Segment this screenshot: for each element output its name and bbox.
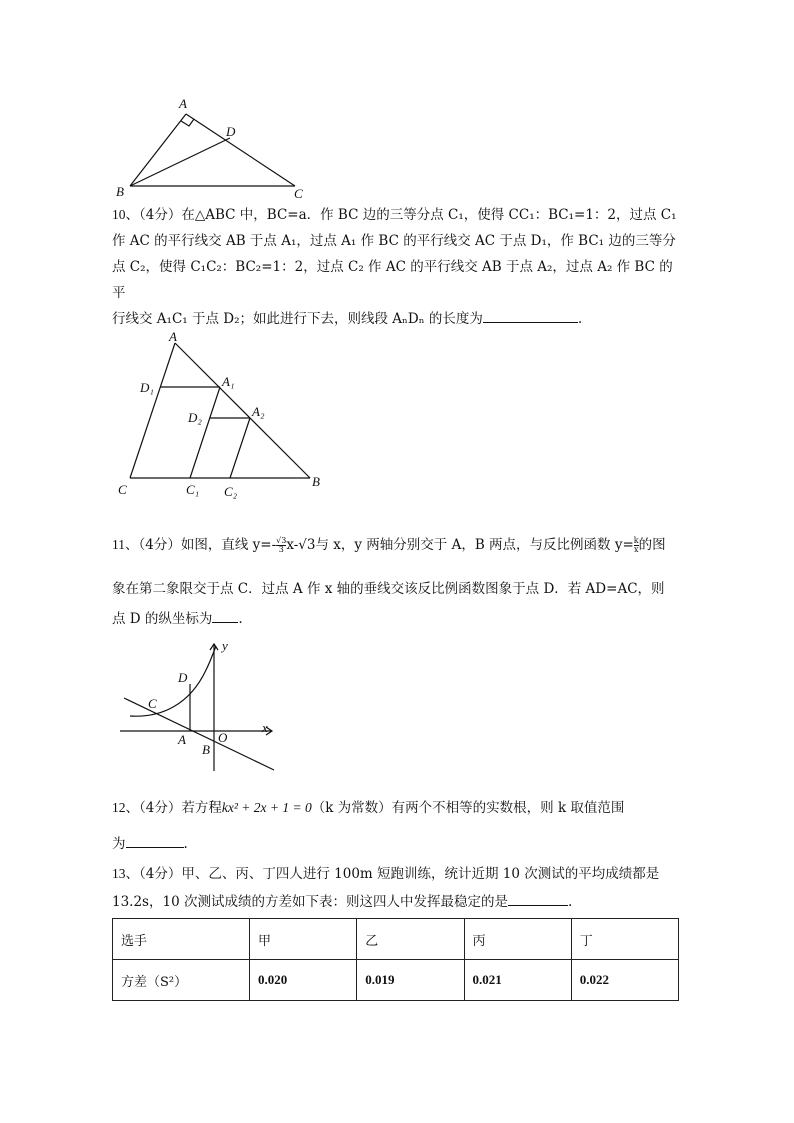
table-header-row [113, 919, 679, 960]
q10-line4 [112, 306, 682, 332]
table-cell: 0.022 [571, 960, 678, 1001]
frac2-numerator: k [633, 536, 639, 545]
q10-text-4: 行线交 A₁C₁ 于点 D₂；如此进行下去，则线段 AₙDₙ 的长度为 [112, 311, 483, 327]
frac2-denominator: x [633, 545, 639, 554]
q12-line2 [112, 826, 682, 862]
q11-line2: 象在第二象限交于点 C．过点 A 作 x 轴的垂线交该反比例函数图象于点 D．若 AD=AC，则 [112, 581, 665, 597]
triangle-abc-figure [110, 94, 320, 200]
segment-a2c2 [230, 418, 250, 478]
q10-number: 10、 [112, 207, 139, 222]
question-11 [112, 530, 682, 634]
frac1-denominator: 3 [276, 545, 286, 554]
parallel-lines-figure [112, 330, 328, 500]
table-cell: 丁 [571, 919, 678, 960]
q12-equation: kx² + 2x + 1 = 0 [221, 800, 312, 815]
label-c2: C₂ [224, 484, 238, 499]
q12-text-b: （k 为常数）有两个不相等的实数根，则 k 取值范围 [311, 800, 625, 816]
side-ac [186, 114, 295, 186]
label-d: D [226, 124, 236, 139]
label-a: A [179, 96, 187, 111]
label-c: C [148, 696, 157, 711]
q11-text-a: 如图，直线 y=- [180, 537, 277, 553]
question-10 [112, 202, 682, 332]
question-13 [112, 860, 682, 916]
frac1-numerator: √3 [276, 536, 287, 545]
table-cell: 甲 [250, 919, 357, 960]
label-b: B [202, 742, 210, 757]
label-b: B [312, 474, 320, 489]
q11-line3 [112, 604, 682, 634]
inverse-curve [130, 646, 216, 716]
label-c1: C₁ [186, 482, 200, 497]
q11-number: 11、 [112, 537, 139, 552]
q12-text-2: 为 [112, 836, 126, 852]
label-c: C [118, 482, 127, 497]
table-row [113, 960, 679, 1001]
q10-line1 [112, 202, 682, 228]
q11-period: . [238, 611, 243, 627]
table-cell: 选手 [113, 919, 250, 960]
q12-period: . [183, 836, 188, 852]
label-a: A [169, 330, 177, 344]
table-cell: 0.020 [250, 960, 357, 1001]
q10-text-1: 在△ABC 中，BC=a．作 BC 边的三等分点 C₁，使得 CC₁：BC₁=1：2，过点 C₁ [181, 207, 677, 223]
label-o: O [218, 730, 228, 745]
q13-line1 [112, 860, 682, 888]
q10-line2: 作 AC 的平行线交 AB 于点 A₁，过点 A₁ 作 BC 的平行线交 AC 于点 D₁，作 BC₁ 边的三等分 [112, 233, 676, 249]
q10-score: （4分） [139, 207, 182, 223]
q11-text-3: 点 D 的纵坐标为 [112, 611, 213, 627]
q13-answer-blank[interactable] [508, 889, 568, 906]
q11-text-b: x-√3与 x，y 两轴分别交于 A，B 两点，与反比例函数 y= [286, 537, 634, 553]
q10-line3: 点 C₂，使得 C₁C₂：BC₂=1：2，过点 C₂ 作 AC 的平行线交 AB 于点 A₂，过点 A₂ 作 BC 的平 [112, 259, 673, 301]
q12-text-a: 若方程 [181, 800, 222, 816]
label-c: C [294, 186, 303, 200]
side-ab [130, 114, 186, 186]
label-y: y [222, 638, 228, 653]
segment-a1c1 [190, 387, 220, 478]
q12-number: 12、 [112, 800, 139, 815]
q11-fraction-sqrt3-over-3 [276, 537, 286, 554]
table-cell: 方差（S²） [113, 960, 250, 1001]
q12-line1 [112, 790, 682, 826]
table-cell: 0.021 [464, 960, 571, 1001]
right-angle-mark [181, 119, 194, 126]
label-a2: A₂ [252, 404, 265, 419]
variance-table [112, 918, 679, 1001]
q13-number: 13、 [112, 866, 139, 881]
label-d2: D₂ [188, 410, 202, 425]
q11-text-c: 的图 [638, 537, 666, 553]
q10-period: . [577, 311, 583, 327]
segment-bd [130, 138, 230, 186]
label-a1: A₁ [222, 374, 235, 389]
q11-line1 [112, 530, 682, 560]
line-ab [124, 698, 274, 770]
label-x: x [262, 720, 268, 735]
question-12 [112, 790, 682, 862]
table-cell: 0.019 [357, 960, 464, 1001]
q13-period: . [567, 894, 573, 910]
q13-text-2: 13.2s，10 次测试成绩的方差如下表：则这四人中发挥最稳定的是 [112, 894, 508, 910]
label-a: A [178, 732, 186, 747]
q12-score: （4分） [139, 800, 182, 816]
q13-line2 [112, 888, 682, 916]
q11-score: （4分） [138, 537, 181, 553]
side-ac [130, 343, 175, 478]
q13-score: （4分） [139, 866, 182, 882]
q13-text-1: 甲、乙、丙、丁四人进行 100m 短跑训练，统计近期 10 次测试的平均成绩都是 [181, 866, 660, 882]
label-d: D [178, 670, 188, 685]
table-cell: 乙 [357, 919, 464, 960]
coordinate-graph-figure [112, 636, 282, 776]
label-d1: D₁ [140, 380, 154, 395]
q10-answer-blank[interactable] [483, 306, 578, 323]
q11-answer-blank[interactable] [212, 606, 238, 623]
q12-answer-blank[interactable] [126, 831, 184, 848]
label-b: B [116, 184, 124, 199]
table-cell: 丙 [464, 919, 571, 960]
